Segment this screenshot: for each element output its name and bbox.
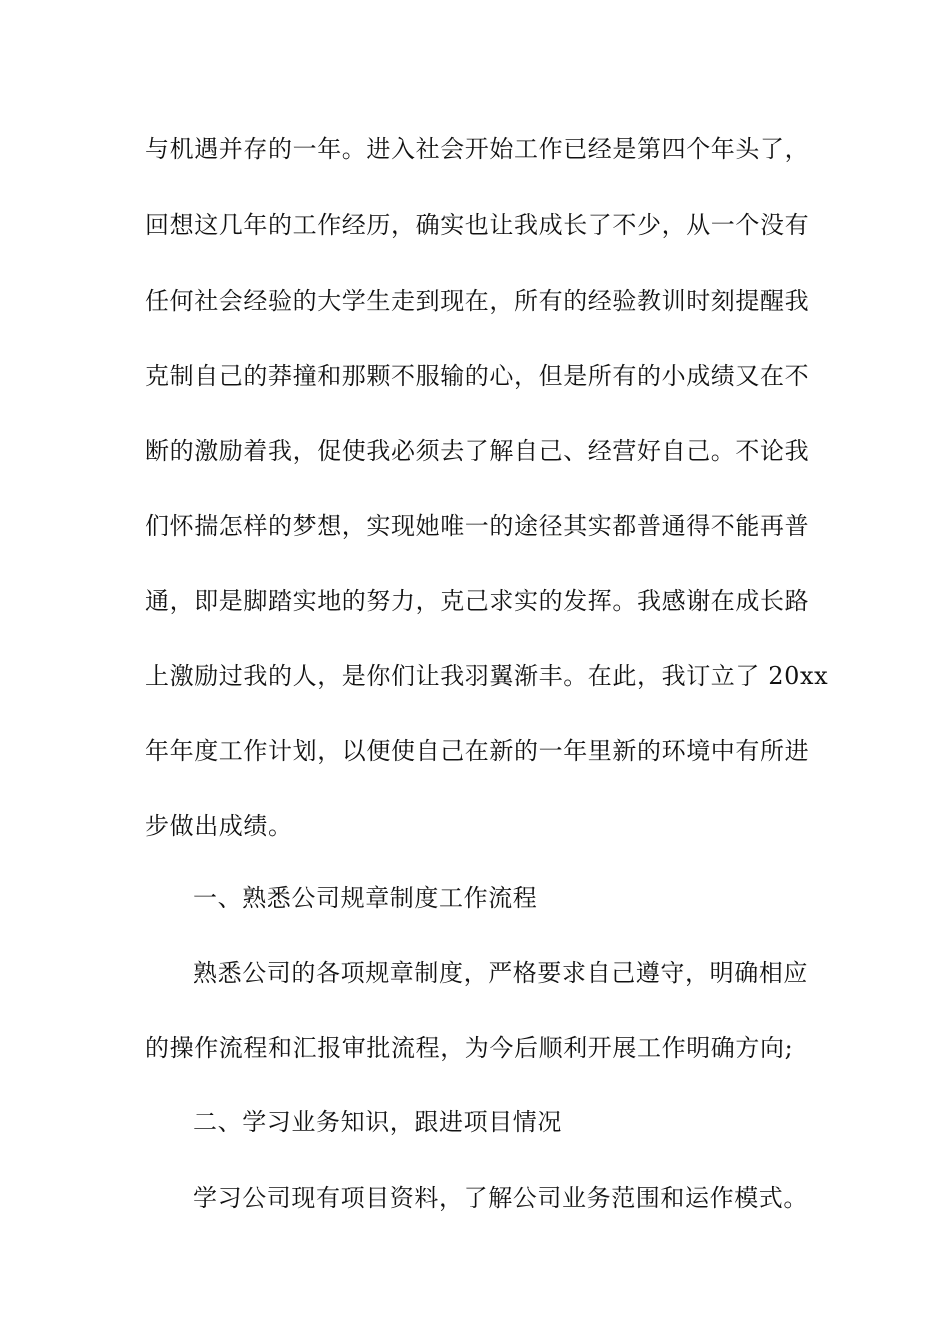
section-heading: 一、熟悉公司规章制度工作流程 [193,884,538,912]
paragraph-line: 断的激励着我，促使我必须去了解自己、经营好自己。不论我 [145,437,810,465]
paragraph-line: 的操作流程和汇报审批流程，为今后顺利开展工作明确方向; [145,1034,794,1062]
paragraph-line: 步做出成绩。 [145,812,293,840]
section-heading: 二、学习业务知识，跟进项目情况 [193,1108,562,1136]
paragraph-line: 们怀揣怎样的梦想，实现她唯一的途径其实都普通得不能再普 [145,512,810,540]
paragraph-line: 通，即是脚踏实地的努力，克己求实的发挥。我感谢在成长路 [145,587,810,615]
paragraph-line: 与机遇并存的一年。进入社会开始工作已经是第四个年头了， [145,135,810,163]
paragraph-line: 上激励过我的人，是你们让我羽翼渐丰。在此，我订立了 20xx [145,662,829,690]
paragraph-line: 回想这几年的工作经历，确实也让我成长了不少，从一个没有 [145,211,810,239]
paragraph-line: 任何社会经验的大学生走到现在，所有的经验教训时刻提醒我 [145,287,810,315]
paragraph-line: 年年度工作计划，以便使自己在新的一年里新的环境中有所进 [145,737,810,765]
paragraph-line: 克制自己的莽撞和那颗不服输的心，但是所有的小成绩又在不 [145,362,810,390]
paragraph-line: 学习公司现有项目资料，了解公司业务范围和运作模式。 [193,1184,808,1212]
paragraph-line: 熟悉公司的各项规章制度，严格要求自己遵守，明确相应 [193,959,808,987]
